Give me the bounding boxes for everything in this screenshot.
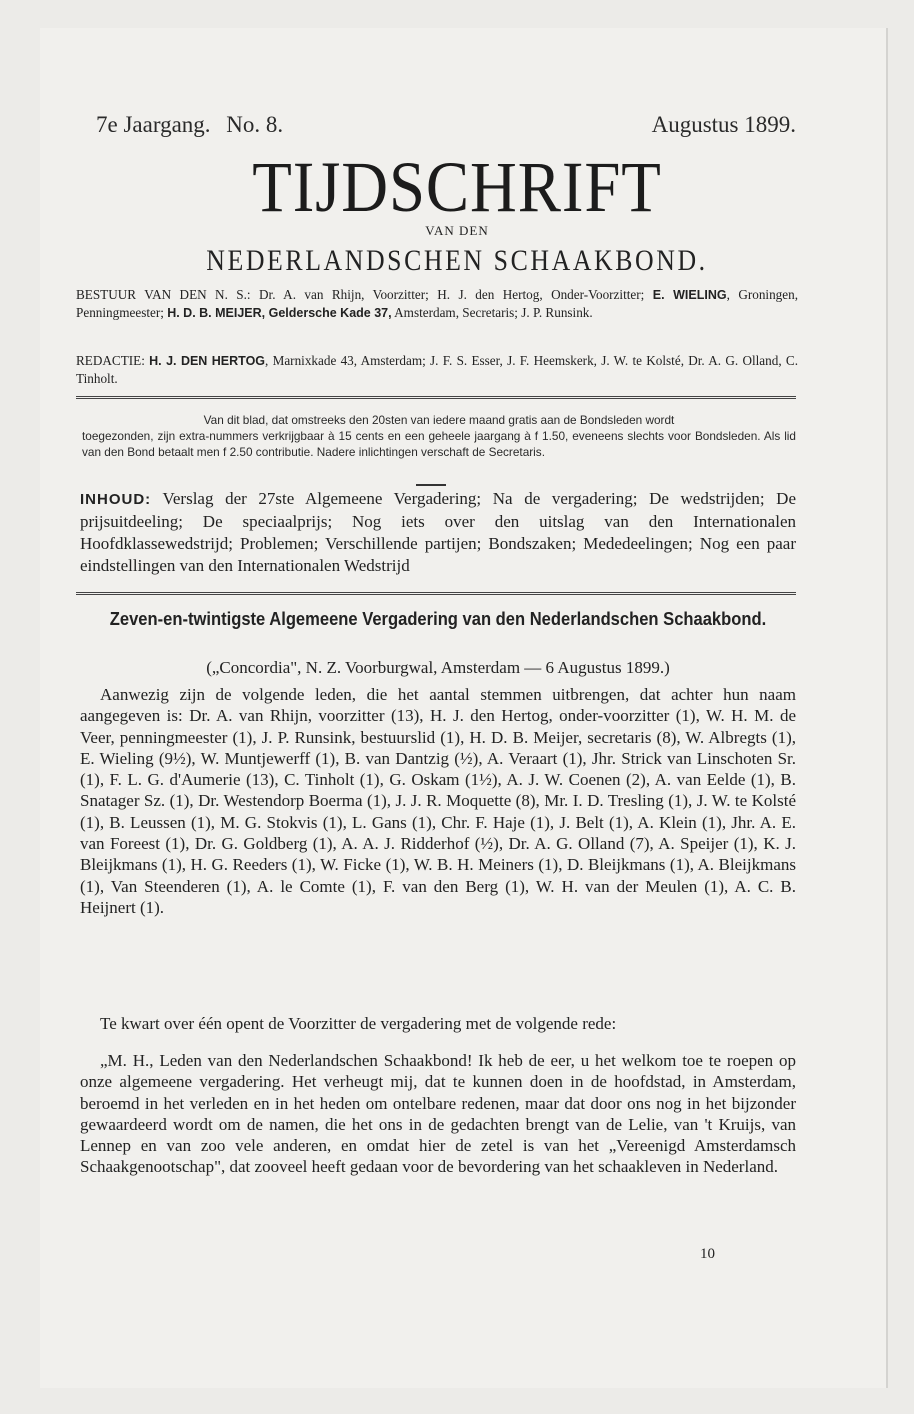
board-listing: BESTUUR VAN DEN N. S.: Dr. A. van Rhijn, Voorzitter; H. J. den Hertog, Onder-Voorzitter; E. WIELING, Groningen, Penningmeester; H. D. B. MEIJER, Geldersche Kade 37, Amsterdam, Secretaris; J. P. Runsink.	[76, 287, 799, 320]
organization-name: NEDERLANDSCHEN SCHAAKBOND.	[206, 244, 708, 277]
article-venue: („Concordia", N. Z. Voorburgwal, Amsterdam — 6 Augustus 1899.)	[206, 658, 670, 677]
issue-header	[96, 112, 796, 138]
subscription-notice: Van dit blad, dat omstreeks den 20sten van iedere maand gratis aan de Bondsleden wordt toegezonden, zijn extra-nummers verkrijgbaar à 15 cents en een geheele jaargang à f 1.50, eveneens slechts voor Bondsleden. Als lid van den Bond betaalt men f 2.50 contributie. Nadere inlichtingen verschaft de Secretaris.	[82, 413, 796, 459]
issue-volume-number	[96, 112, 293, 138]
editorial-listing: REDACTIE: H. J. DEN HERTOG, Marnixkade 43, Amsterdam; J. F. S. Esser, J. F. Heemskerk, J. W. te Kolsté, Dr. A. G. Olland, C. Tinholt.	[76, 353, 798, 386]
article-title: Zeven-en-twintigste Algemeene Vergadering van den Nederlandschen Schaakbond.	[109, 609, 767, 629]
secretary-name: H. D. B. MEIJER, Geldersche Kade 37,	[167, 306, 392, 320]
divider	[76, 592, 796, 595]
article-paragraph: Aanwezig zijn de volgende leden, die het aantal stemmen uitbrengen, dat achter hun naam aangegeven is: Dr. A. van Rhijn, voorzitter (13), H. J. den Hertog, onder-voorzitter (1), W. H. M. de Veer, penningmeester (1), J. P. Runsink, bestuurslid (1), H. D. B. Meijer, secretaris (8), W. Albregts (1), E. Wieling (9½), W. Muntjewerff (1), B. van Dantzig (½), A. Veraart (1), Jhr. Strick van Linschoten Sr. (1), F. L. G. d'Aumerie (13), C. Tinholt (1), G. Oskam (1½), A. J. W. Coenen (2), A. van Eelde (1), B. Snatager Sz. (1), Dr. Westendorp Boerma (1), J. J. R. Moquette (8), Mr. I. D. Tresling (1), J. W. te Kolsté (1), B. Leussen (1), M. G. Stokvis (1), L. Gans (1), Chr. F. Haje (1), J. Belt (1), A. Klein (1), Jhr. A. E. van Foreest (1), Dr. G. Goldberg (1), A. A. J. Ridderhof (½), Dr. A. G. Olland (7), A. Speijer (1), K. J. Bleijkmans (1), H. G. Reeders (1), W. Ficke (1), W. B. H. Meiners (1), D. Bleijkmans (1), A. Bleijkmans (1), Van Steenderen (1), A. le Comte (1), F. van den Berg (1), W. H. van der Meulen (1), A. C. B. Heijnert (1).	[80, 685, 796, 917]
editor-name: H. J. DEN HERTOG	[149, 354, 266, 368]
journal-title: TIJDSCHRIFT	[252, 147, 662, 227]
journal-subtitle: VAN DEN	[425, 223, 489, 238]
article-paragraph: „M. H., Leden van den Nederlandschen Schaakbond! Ik heb de eer, u het welkom toe te roepen op onze algemeene vergadering. Het verheugt mij, dat te kunnen doen in de hoofdstad, in Amsterdam, beroemd in het verleden en in het heden om ontelbare redenen, maar dat door ons nog in het bijzonder gewaardeerd wordt om de namen, die het ons in de gedachten brengt van de Lelie, van 't Kruijs, van Lennep en van zoo vele anderen, en omdat hier de zetel is van het „Vereenigd Amsterdamsch Schaakgenootschap", dat zooveel heeft gedaan voor de bevordering van het schaakleven in Nederland.	[80, 1051, 796, 1177]
editorial-label: REDACTIE:	[76, 353, 145, 368]
volume: 7e Jaargang.	[96, 112, 211, 137]
issue-number: No. 8.	[226, 112, 284, 137]
table-of-contents: INHOUD: Verslag der 27ste Algemeene Vergadering; Na de vergadering; De wedstrijden; De prijsuitdeeling; De speciaalprijs; Nog iets over den uitslag van den Internationalen Hoofdklassewedstrijd; Problemen; Verschillende partijen; Bondszaken; Mededeelingen; Nog een paar eindstellingen van den Internationalen Wedstrijd	[80, 489, 796, 575]
issue-date: Augustus 1899.	[651, 112, 796, 137]
page-number: 10	[700, 1246, 715, 1262]
divider-short	[416, 484, 446, 486]
contents-label: INHOUD:	[80, 491, 152, 508]
article-paragraph: Te kwart over één opent de Voorzitter de vergadering met de volgende rede:	[100, 1014, 617, 1033]
board-label: BESTUUR VAN DEN N. S.:	[76, 287, 251, 302]
divider	[76, 396, 796, 399]
treasurer-name: E. WIELING	[652, 288, 727, 302]
